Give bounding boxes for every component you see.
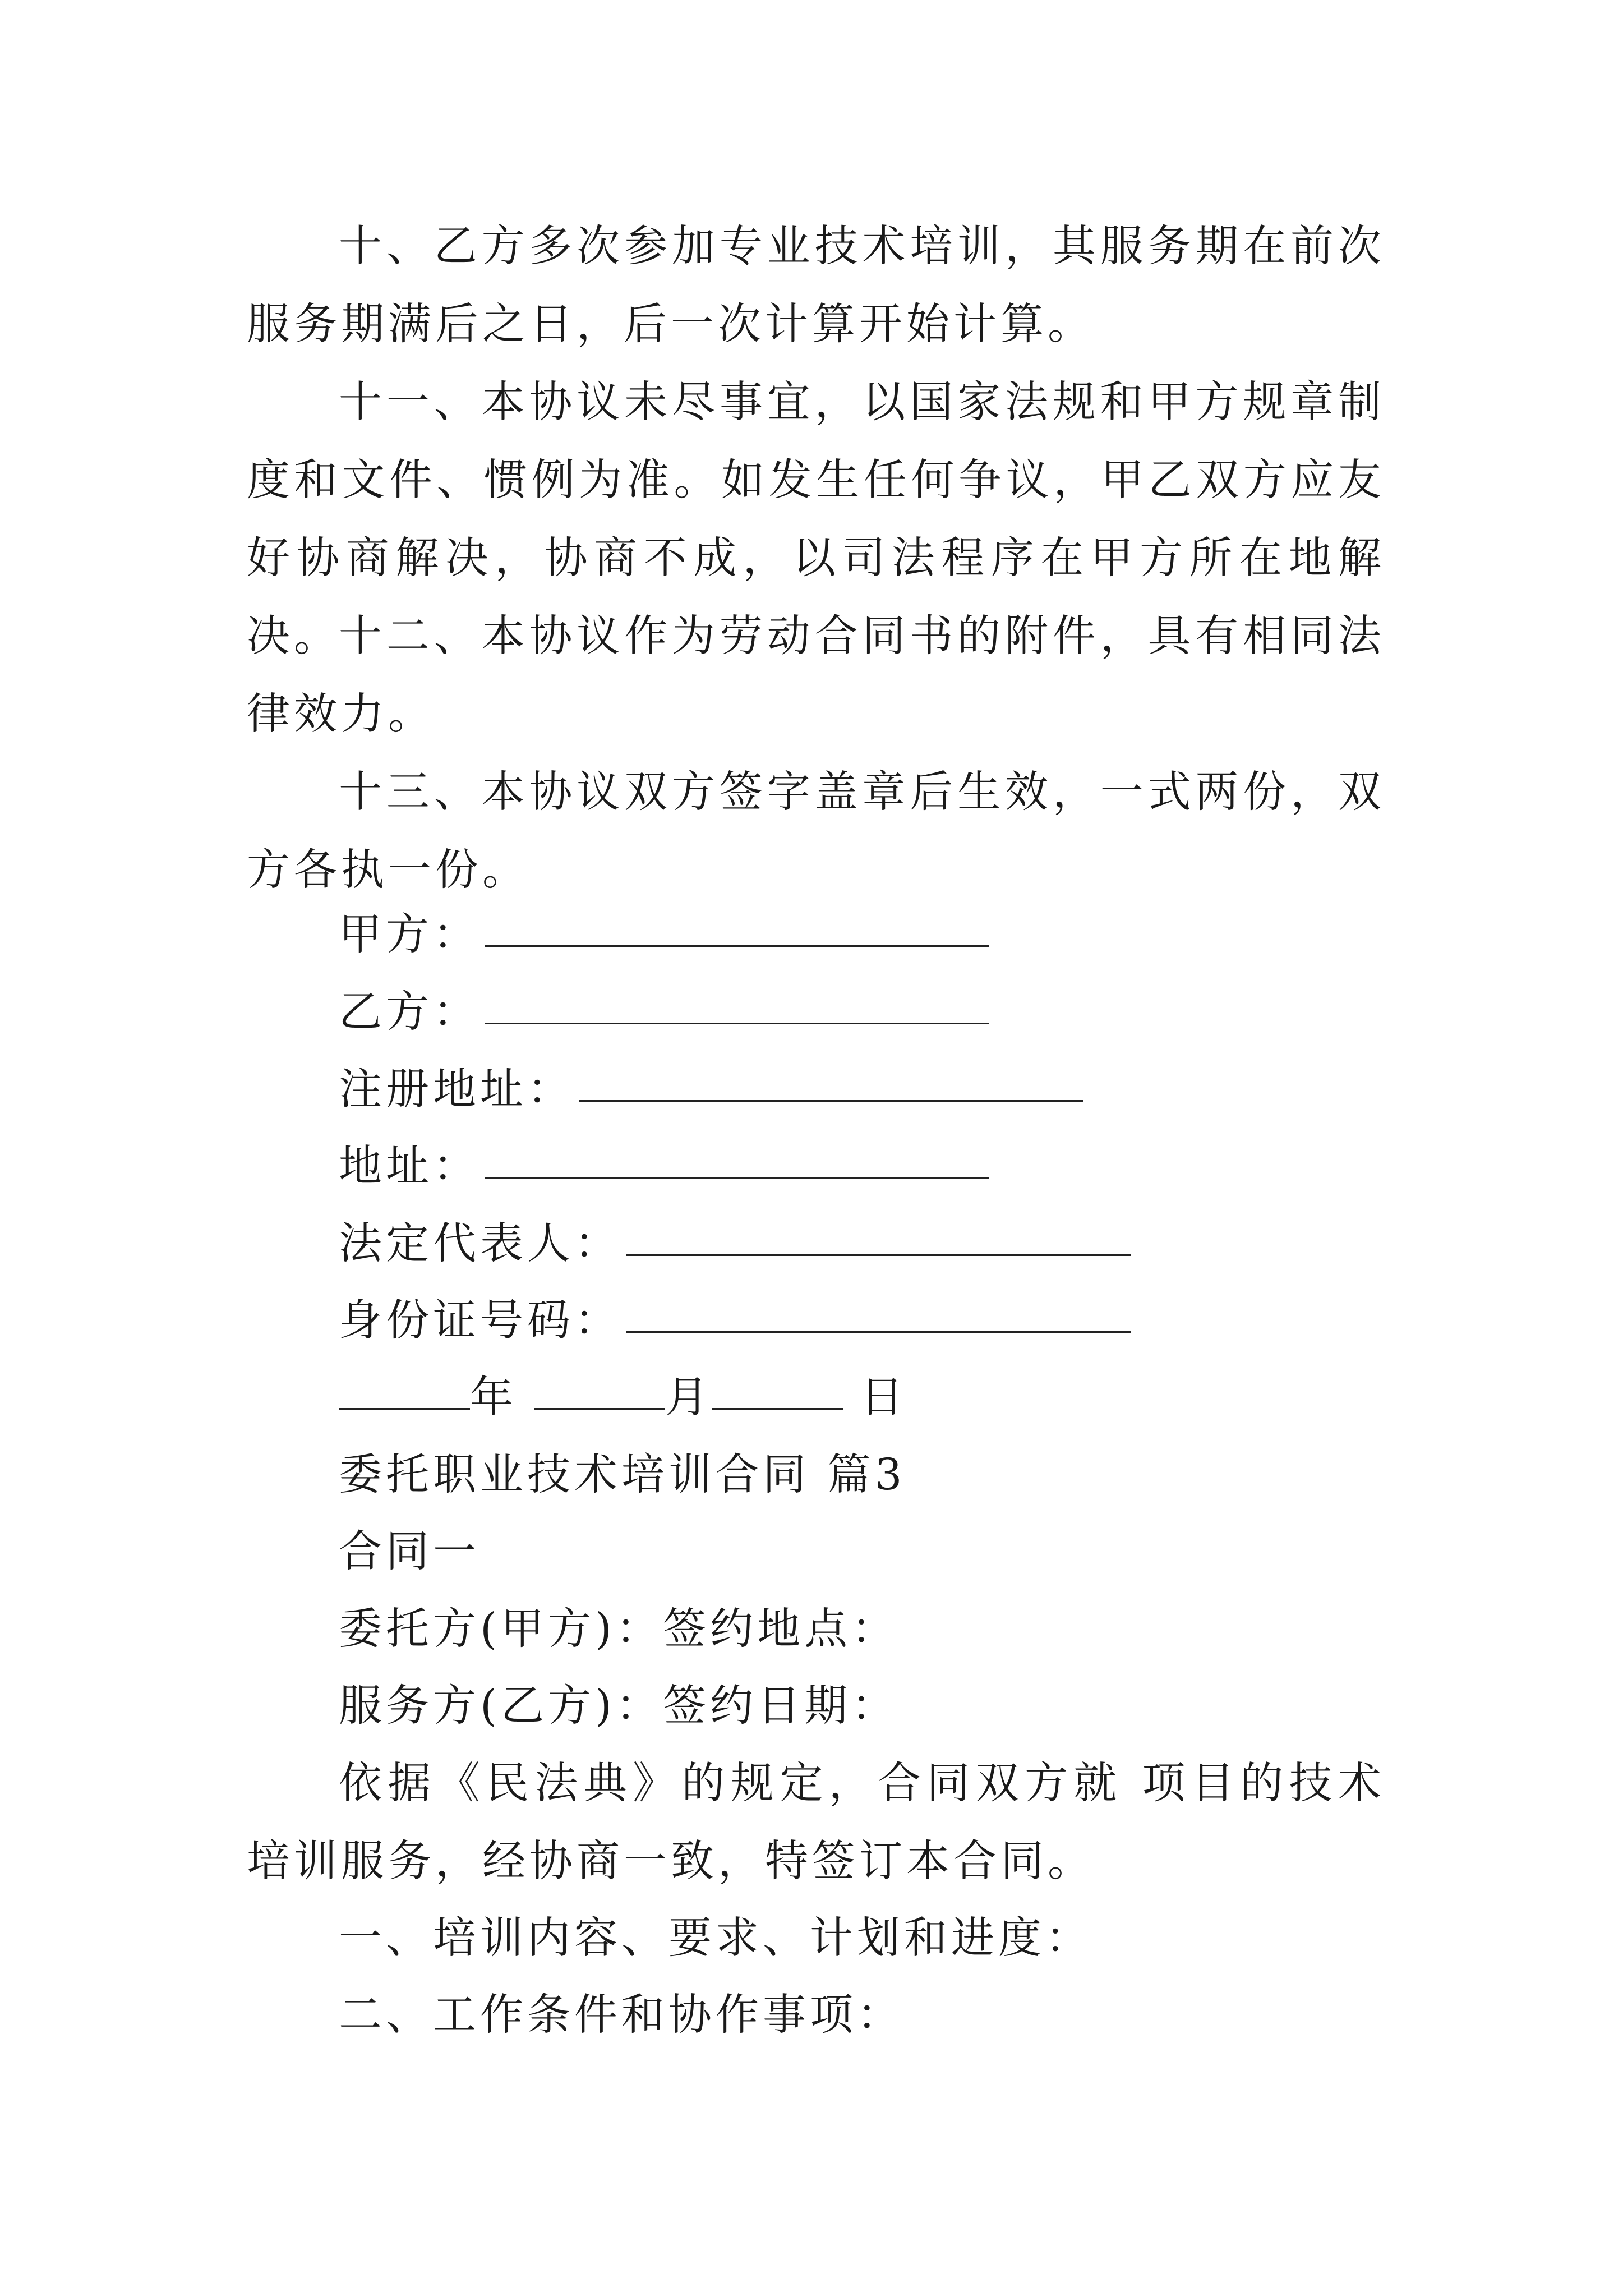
registered-address-blank[interactable] [579,1100,1083,1102]
registered-address-label: 注册地址： [339,1065,574,1115]
year-label: 年 [470,1373,517,1423]
registered-address-line [339,1051,1083,1129]
address-label: 地址： [339,1142,480,1191]
address-blank[interactable] [485,1177,989,1179]
party-b-line [339,973,989,1051]
date-line [339,1359,907,1437]
contract3-subheading: 合同一 [339,1527,480,1577]
party-b-label: 乙方： [339,987,480,1037]
provider-line: 服务方(乙方)：签约日期： [339,1681,899,1731]
address-line [339,1128,989,1205]
party-a-signature-blank[interactable] [485,945,989,947]
id-number-line [339,1282,1131,1360]
month-blank[interactable] [534,1408,665,1410]
client-line: 委托方(甲方)：签约地点： [339,1604,899,1654]
party-a-label: 甲方： [339,910,480,960]
year-blank[interactable] [339,1408,470,1410]
legal-rep-blank[interactable] [626,1254,1131,1256]
clause-13: 十三、本协议双方签字盖章后生效，一式两份，双方各执一份。 [247,767,1385,895]
legal-rep-label: 法定代表人： [339,1219,621,1269]
legal-rep-line [339,1205,1131,1283]
day-blank[interactable] [712,1408,843,1410]
day-label: 日 [860,1373,907,1423]
clause-10: 十、乙方多次参加专业技术培训，其服务期在前次服务期满后之日，后一次计算开始计算。 [247,222,1385,349]
month-label: 月 [665,1373,712,1423]
clause-11: 十一、本协议未尽事宜，以国家法规和甲方规章制度和文件、惯例为准。如发生任何争议，甲乙双方应友好协商解决，协商不成，以司法程序在甲方所在地解决。 [247,378,1385,661]
party-a-line [339,896,989,974]
party-b-signature-blank[interactable] [485,1023,989,1024]
contract3-heading: 委托职业技术培训合同 篇3 [339,1450,906,1500]
id-number-label: 身份证号码： [339,1296,621,1346]
contract3-intro: 依据《民法典》的规定，合同双方就 项目的技术培训服务，经协商一致，特签订本合同。 [247,1759,1385,1887]
item-1: 一、培训内容、要求、计划和进度： [339,1913,1092,1963]
item-2: 二、工作条件和协作事项： [339,1990,904,2040]
id-number-blank[interactable] [626,1331,1131,1333]
clause-12: 十二、本协议作为劳动合同书的附件，具有相同法律效力。 [247,611,1385,739]
